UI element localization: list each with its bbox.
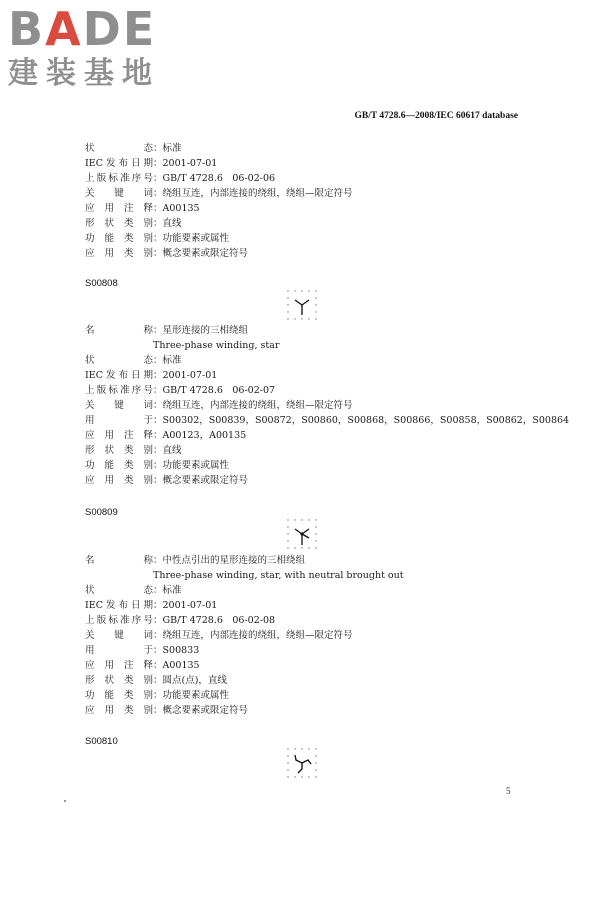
field-row: 功 能 类 别：功能要素或属性 — [85, 690, 230, 701]
page-header: GB/T 4728.6—2008/IEC 60617 database — [354, 111, 518, 121]
field-row: 应 用 注 释：A00135 — [85, 660, 200, 671]
name-row: 名 称：星形连接的三相绕组 — [85, 325, 249, 336]
field-row: 上版标准序号：GB/T 4728.6 06-02-06 — [85, 173, 276, 184]
field-row: 功 能 类 别：功能要素或属性 — [85, 460, 230, 471]
field-row: 状 态：标准 — [85, 585, 182, 596]
field-row: 关 键 词：绕组互连，内部连接的绕组，绕组—限定符号 — [85, 400, 353, 411]
english-name: Three-phase winding, star — [153, 340, 280, 351]
field-row: 上版标准序号：GB/T 4728.6 06-02-07 — [85, 385, 276, 396]
field-row: IEC发布日期：2001-07-01 — [85, 600, 218, 611]
star-winding-neutral-symbol — [284, 516, 320, 552]
page-number: 5 — [506, 786, 511, 796]
field-row: 应 用 注 释：A00123，A00135 — [85, 430, 247, 441]
scan-speck — [64, 800, 66, 802]
field-row: 应 用 类 别：概念要素或限定符号 — [85, 475, 249, 486]
field-row: 功 能 类 别：功能要素或属性 — [85, 233, 230, 244]
field-row: 用 于：S00302，S00839，S00872，S00860，S00868，S00866，S00858，S00862，S00864 — [85, 415, 570, 426]
field-row: IEC发布日期：2001-07-01 — [85, 158, 218, 169]
field-row: 状 态：标准 — [85, 143, 182, 154]
entry-code: S00809 — [85, 507, 118, 518]
name-row: 名 称：中性点引出的星形连接的三相绕组 — [85, 555, 306, 566]
field-row: 上版标准序号：GB/T 4728.6 06-02-08 — [85, 615, 276, 626]
field-row: IEC发布日期：2001-07-01 — [85, 370, 218, 381]
field-row: 形 状 类 别：直线 — [85, 445, 182, 456]
field-row: 状 态：标准 — [85, 355, 182, 366]
field-row: 应 用 类 别：概念要素或限定符号 — [85, 705, 249, 716]
field-row: 形 状 类 别：直线 — [85, 218, 182, 229]
field-row: 关 键 词：绕组互连，内部连接的绕组，绕组—限定符号 — [85, 630, 353, 641]
logo — [8, 4, 178, 92]
entry-code: S00810 — [85, 736, 118, 747]
field-row: 应 用 类 别：概念要素或限定符号 — [85, 248, 249, 259]
zigzag-winding-symbol — [284, 745, 320, 781]
field-row: 用 于：S00833 — [85, 645, 200, 656]
logo-wordmark: BADE — [8, 2, 157, 56]
star-winding-symbol — [284, 287, 320, 323]
english-name: Three-phase winding, star, with neutral brought out — [153, 570, 404, 581]
logo-chinese: 建装基地 — [8, 56, 160, 91]
entry-code: S00808 — [85, 278, 118, 289]
field-row: 应 用 注 释：A00135 — [85, 203, 200, 214]
field-row: 形 状 类 别：圆点(点)，直线 — [85, 675, 227, 686]
field-row: 关 键 词：绕组互连，内部连接的绕组，绕组—限定符号 — [85, 188, 353, 199]
